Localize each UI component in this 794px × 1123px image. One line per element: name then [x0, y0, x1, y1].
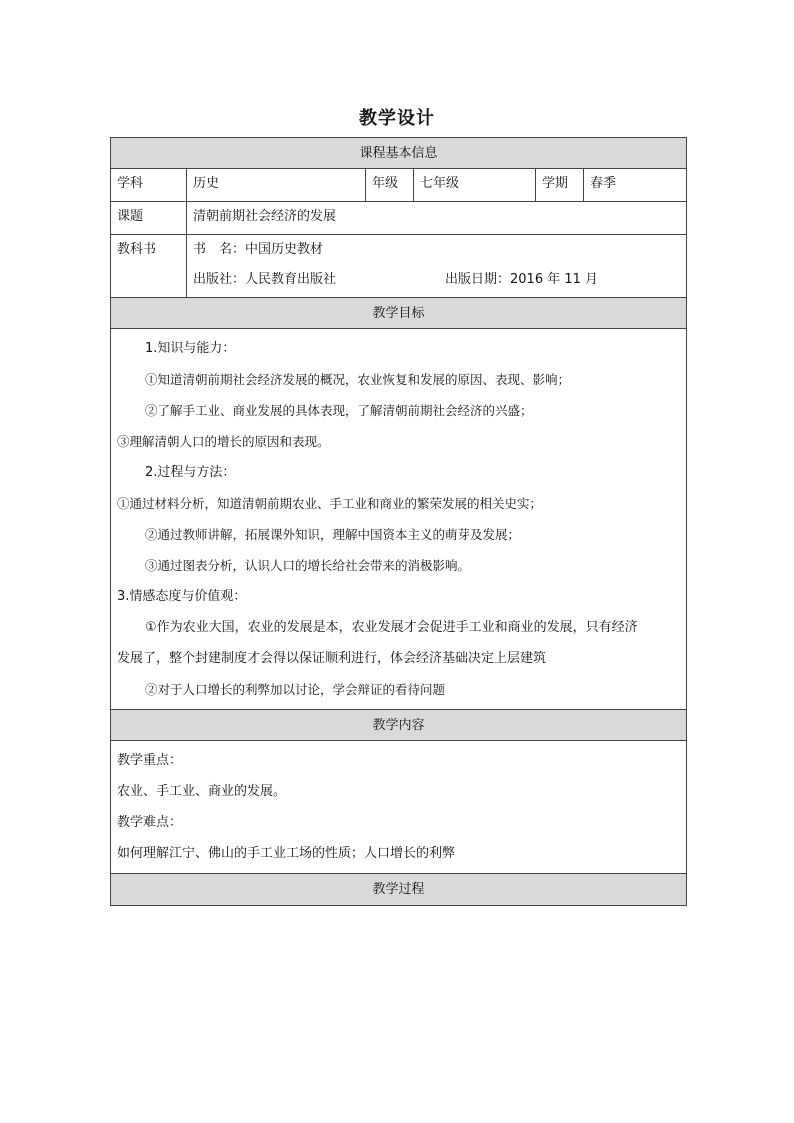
publication-date: 出版日期：2016 年 11 月: [445, 272, 599, 287]
goal-heading: 3.情感态度与价值观：: [117, 589, 247, 604]
info-row-textbook: [111, 235, 686, 298]
section-process: 教学过程: [111, 874, 686, 905]
content-heading: 教学难点：: [117, 815, 183, 830]
goal-heading: 1.知识与能力：: [145, 341, 236, 356]
info-row-subject: [111, 169, 686, 202]
goal-item: ②了解手工业、商业发展的具体表现，了解清朝前期社会经济的兴盛；: [145, 403, 533, 418]
info-row-topic: [111, 202, 686, 235]
textbook-details: [187, 235, 686, 297]
grade-label: 年级: [366, 169, 414, 201]
goal-item: ①通过材料分析，知道清朝前期农业、手工业和商业的繁荣发展的相关史实；: [117, 496, 543, 511]
book-name: 书 名：中国历史教材: [193, 242, 324, 257]
page-title: 教学设计: [359, 108, 435, 129]
section-goals: 教学目标: [111, 298, 686, 329]
subject-value: 历史: [187, 169, 366, 201]
subject-label: 学科: [111, 169, 187, 201]
goal-item: 发展了，整个封建制度才会得以保证顺利进行，体会经济基础决定上层建筑: [117, 651, 547, 666]
goal-item: ②对于人口增长的利弊加以讨论，学会辩证的看待问题: [145, 682, 446, 697]
publisher: 出版社：人民教育出版社: [193, 272, 337, 287]
topic-label: 课题: [111, 202, 187, 234]
content-block: [111, 741, 686, 874]
content-item: 农业、手工业、商业的发展。: [117, 784, 287, 799]
goal-item: ③理解清朝人口的增长的原因和表现。: [117, 434, 330, 449]
goal-item: ③通过图表分析，认识人口的增长给社会带来的消极影响。: [145, 558, 471, 573]
textbook-label: 教科书: [111, 235, 187, 297]
content-heading: 教学重点：: [117, 753, 183, 768]
grade-value: 七年级: [414, 169, 536, 201]
goal-item: ①作为农业大国，农业的发展是本，农业发展才会促进手工业和商业的发展，只有经济: [145, 620, 638, 635]
section-basic-info: 课程基本信息: [111, 138, 686, 169]
term-label: 学期: [536, 169, 584, 201]
goal-heading: 2.过程与方法：: [145, 465, 236, 480]
goal-item: ①知道清朝前期社会经济发展的概况，农业恢复和发展的原因、表现、影响；: [145, 372, 571, 387]
topic-value: 清朝前期社会经济的发展: [193, 209, 337, 224]
lesson-plan-table: [110, 137, 687, 906]
term-value: 春季: [590, 176, 617, 191]
content-item: 如何理解江宁、佛山的手工业工场的性质；人口增长的利弊: [117, 846, 456, 861]
section-content: 教学内容: [111, 710, 686, 741]
goals-block: [111, 329, 686, 710]
goal-item: ②通过教师讲解，拓展课外知识，理解中国资本主义的萌芽及发展；: [145, 527, 521, 542]
